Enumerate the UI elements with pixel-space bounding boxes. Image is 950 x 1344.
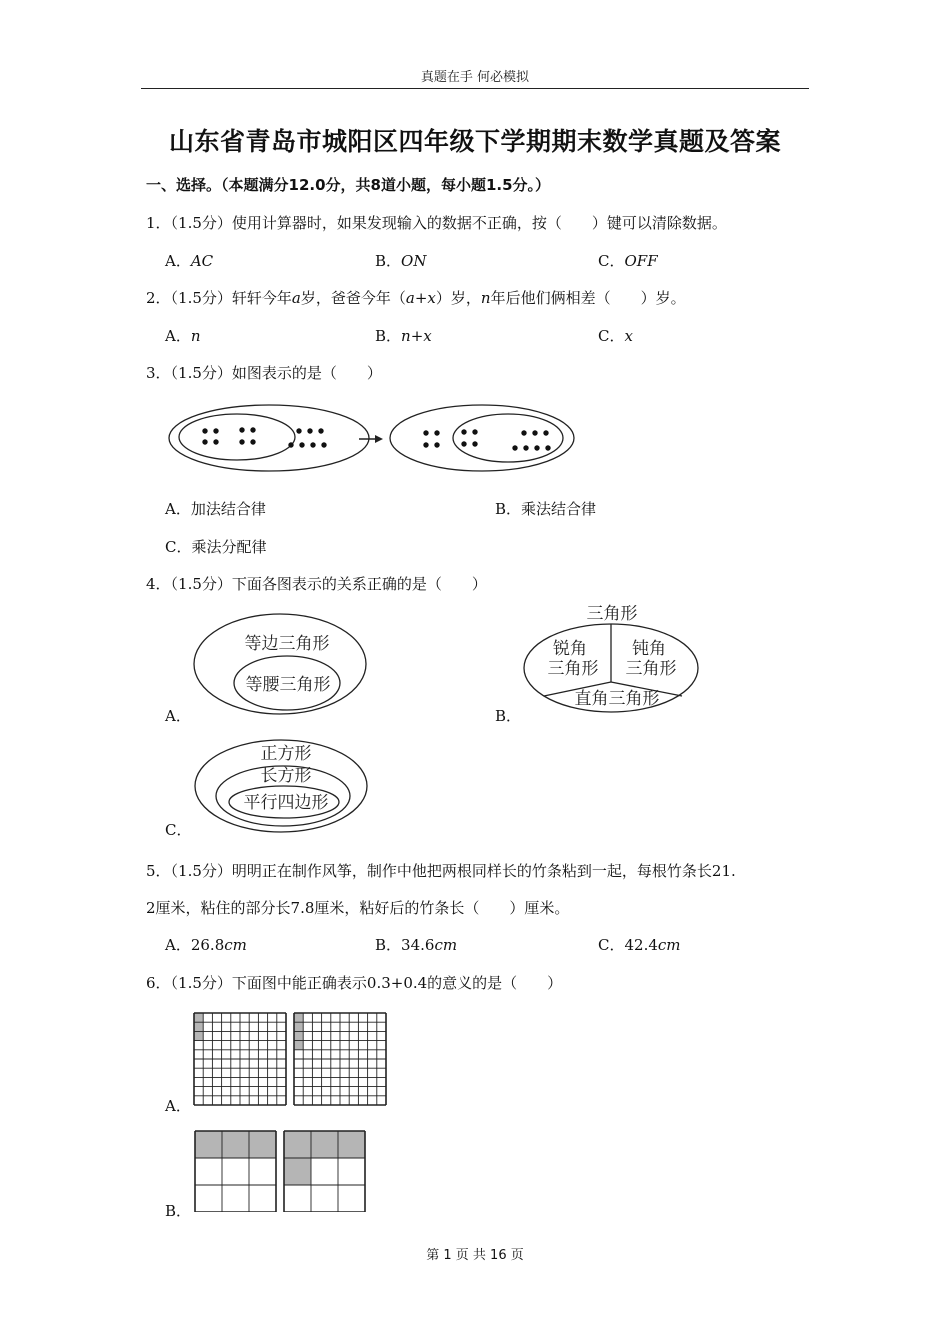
shaded-cell [222, 1131, 249, 1158]
q6-option-a-grids [192, 1012, 388, 1108]
q6-option-a-label: A． [165, 1097, 191, 1115]
q4b-bottom-label: 直角三角形 [574, 689, 660, 709]
section-heading: 一、选择。（本题满分12.0分，共8道小题，每小题1.5分。） [146, 176, 551, 194]
shaded-cell [294, 1031, 303, 1040]
q4-diagram-a [190, 612, 375, 722]
question-2: 2．（1.5分）轩轩今年a岁，爸爸今年（a+x）岁，n年后他们俩相差（ ）岁。 [146, 289, 686, 307]
shaded-cell [249, 1131, 276, 1158]
shaded-cell [195, 1131, 222, 1158]
q5-option-b: B．34.6cm [375, 936, 458, 954]
q4c-outer-label: 正方形 [260, 744, 312, 764]
q6-option-b-label: B． [165, 1202, 192, 1220]
header-divider [141, 88, 809, 89]
q3-left-outer-ellipse [169, 405, 369, 471]
shaded-cell [284, 1131, 311, 1158]
q3-right-inner-ellipse [453, 414, 563, 462]
q4b-right-label-1: 钝角 [632, 639, 666, 659]
q2-option-b: B．n+x [375, 327, 432, 345]
q1-option-a: A．AC [165, 252, 214, 270]
q1-option-b: B．ON [375, 252, 427, 270]
q2-option-a: A．n [165, 327, 201, 345]
question-4: 4．（1.5分）下面各图表示的关系正确的是（ ） [146, 575, 487, 593]
q5-option-c: C．42.4cm [598, 936, 681, 954]
q1-option-c: C．OFF [598, 252, 658, 270]
q4c-inner-label: 平行四边形 [243, 793, 329, 813]
q4-option-a-label: A． [165, 707, 191, 725]
arrow-right-icon [359, 435, 383, 443]
q4-option-c-label: C． [165, 821, 192, 839]
shaded-cell [311, 1131, 338, 1158]
q2-option-c: C．x [598, 327, 633, 345]
question-5-line-2: 2厘米，粘住的部分长7.8厘米，粘好后的竹条长（ ）厘米。 [146, 899, 570, 917]
q4-diagram-c [190, 736, 375, 836]
q6a-hundred-grid-right [294, 1013, 386, 1105]
shaded-cell [194, 1013, 203, 1022]
q3-option-b: B．乘法结合律 [495, 500, 597, 518]
question-3: 3．（1.5分）如图表示的是（ ） [146, 364, 382, 382]
page-footer: 第 1 页 共 16 页 [426, 1248, 524, 1263]
q4a-outer-label: 等边三角形 [244, 634, 330, 654]
q6-option-b-grids [194, 1130, 366, 1212]
q3-left-inner-ellipse [179, 414, 295, 460]
shaded-cell [194, 1031, 203, 1040]
q4b-left-label-1: 锐角 [553, 639, 587, 659]
q4b-top-label: 三角形 [586, 604, 638, 624]
q4b-left-label-2: 三角形 [547, 659, 599, 679]
q4-diagram-b [518, 598, 703, 718]
question-5-line-1: 5．（1.5分）明明正在制作风筝，制作中他把两根同样长的竹条粘到一起，每根竹条长21. [146, 862, 736, 880]
q5-option-a: A．26.8cm [165, 936, 247, 954]
page-header-slogan: 真题在手 何必模拟 [420, 70, 530, 85]
q6b-nine-grid-right [284, 1131, 365, 1212]
shaded-cell [284, 1158, 311, 1185]
q3-option-c: C．乘法分配律 [165, 538, 267, 556]
shaded-cell [294, 1041, 303, 1050]
shaded-cell [294, 1022, 303, 1031]
q3-option-a: A．加法结合律 [165, 500, 266, 518]
question-1: 1．（1.5分）使用计算器时，如果发现输入的数据不正确，按（ ）键可以清除数据。 [146, 214, 727, 232]
q4c-mid-label: 长方形 [260, 766, 312, 786]
q4a-inner-label: 等腰三角形 [245, 675, 331, 695]
question-6: 6．（1.5分）下面图中能正确表示0.3+0.4的意义的是（ ） [146, 974, 563, 992]
q3-right-outer-ellipse [390, 405, 574, 471]
shaded-cell [194, 1022, 203, 1031]
q4b-right-label-2: 三角形 [625, 659, 677, 679]
document-title: 山东省青岛市城阳区四年级下学期期末数学真题及答案 [168, 127, 781, 156]
shaded-cell [338, 1131, 365, 1158]
q6b-nine-grid-left [195, 1131, 276, 1212]
q6a-hundred-grid-left [194, 1013, 286, 1105]
q3-dot-diagram [165, 400, 585, 480]
shaded-cell [294, 1013, 303, 1022]
q4-option-b-label: B． [495, 707, 522, 725]
